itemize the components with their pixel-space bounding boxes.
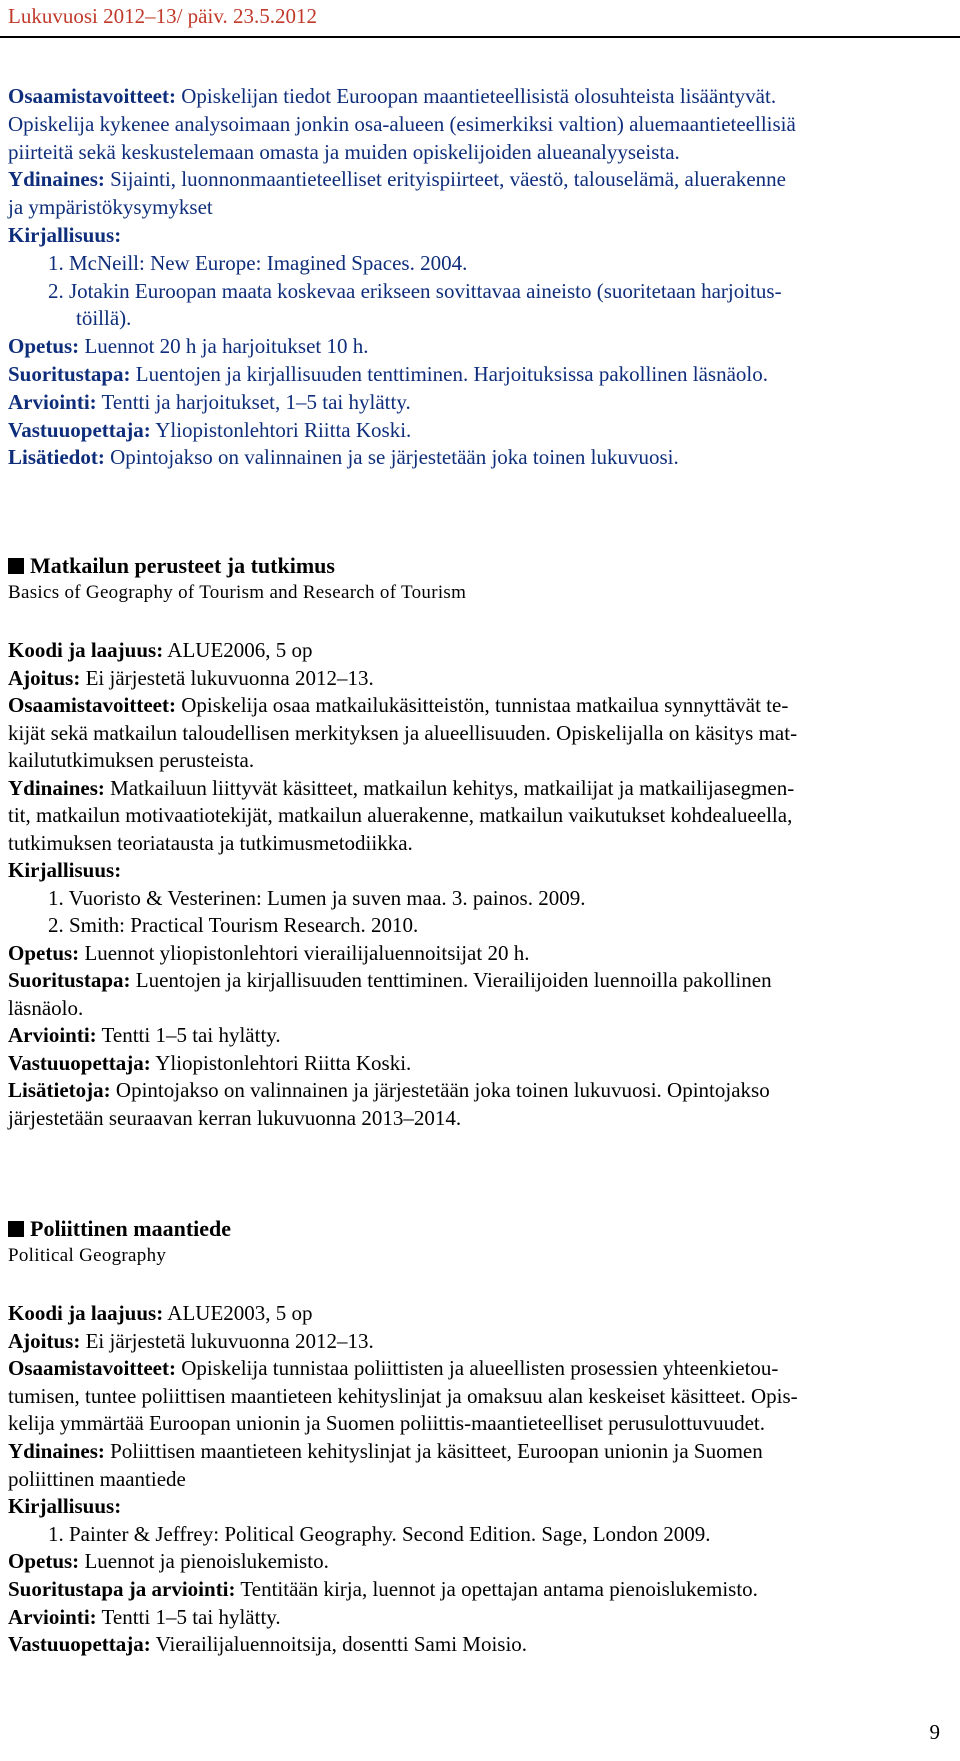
field-label: Arviointi: [8, 1023, 97, 1047]
field-label: Vastuuopettaja: [8, 1632, 151, 1657]
field-label: Vastuuopettaja: [8, 1050, 151, 1075]
field-label: Arviointi: [8, 1604, 97, 1629]
field-value: piirteitä sekä keskustelemaan omasta ja muiden opiskelijoiden alueanalyyseista. [8, 139, 680, 164]
text-line [8, 1437, 948, 1465]
text-line [8, 966, 948, 994]
field-value: Luennot ja pienoislukemisto. [79, 1549, 329, 1574]
field-value: Tentti ja harjoitukset, 1–5 tai hylätty. [96, 389, 411, 414]
text-line [8, 746, 948, 774]
field-value: Luentojen ja kirjallisuuden tenttiminen. Vierailijoiden luennoilla pakollinen [130, 968, 772, 992]
text-line [76, 304, 960, 332]
field-value: Yliopistonlehtori Riitta Koski. [150, 417, 412, 442]
text-line [8, 443, 948, 471]
text-line [48, 277, 960, 305]
field-value: Vierailijaluennoitsija, dosentti Sami Moisio. [150, 1632, 528, 1657]
field-value: 2. Jotakin Euroopan maata koskevaa erikseen sovittavaa aineisto (suoritetaan harjoitus- [48, 278, 782, 303]
text-line [8, 856, 948, 884]
text-line [8, 388, 948, 416]
text-line [8, 221, 948, 249]
field-value: kijät sekä matkailun taloudellisen merkityksen ja alueellisuuden. Opiskelijalla on käsitys mat- [8, 720, 798, 745]
text-line [8, 138, 948, 166]
field-value: Opintojakso on valinnainen ja se järjestetään joka toinen lukuvuosi. [104, 445, 679, 470]
field-label: Koodi ja laajuus: [8, 1301, 164, 1325]
field-label: Kirjallisuus: [8, 223, 122, 247]
field-label: Vastuuopettaja: [8, 417, 151, 442]
text-line [48, 911, 960, 939]
field-label: Ajoitus: [8, 1328, 81, 1353]
text-line [8, 1327, 948, 1355]
field-value: ALUE2006, 5 op [163, 638, 313, 662]
field-label: Kirjallisuus: [8, 858, 122, 882]
text-line [8, 1630, 948, 1658]
field-value: Tentti 1–5 tai hylätty. [96, 1023, 281, 1047]
field-value: Poliittisen maantieteen kehityslinjat ja käsitteet, Euroopan unionin ja Suomen [104, 1439, 763, 1463]
field-label: Osaamistavoitteet: [8, 693, 176, 717]
field-label: Opetus: [8, 334, 80, 359]
course-title-tourism [8, 552, 335, 580]
field-value: tutkimuksen teoriatausta ja tutkimusmetodiikka. [8, 830, 413, 855]
header-divider [0, 36, 960, 38]
text-line [48, 249, 960, 277]
field-label: Ajoitus: [8, 665, 81, 690]
field-value: tumisen, tuntee poliittisen maantieteen kehityslinjat ja omaksuu alan keskeiset käsitteet. Opis- [8, 1383, 798, 1408]
course-title-text: Matkailun perusteet ja tutkimus [30, 553, 335, 578]
text-line [8, 416, 948, 444]
field-value: Ei järjestetä lukuvuonna 2012–13. [80, 665, 374, 690]
field-label: Lisätiedot: [8, 445, 105, 470]
text-line [8, 1354, 948, 1382]
text-line [8, 1603, 948, 1631]
field-label: Arviointi: [8, 389, 97, 414]
course-title-text: Poliittinen maantiede [30, 1216, 232, 1241]
field-label: Ydinaines: [8, 167, 105, 192]
field-value: 2. Smith: Practical Tourism Research. 2010. [48, 913, 419, 937]
field-value: Tentti 1–5 tai hylätty. [96, 1604, 281, 1629]
text-line [8, 774, 948, 802]
course-title-political [8, 1215, 231, 1243]
text-line [8, 360, 948, 388]
field-label: Osaamistavoitteet: [8, 1356, 176, 1381]
text-line [8, 332, 948, 360]
field-value: Ei järjestetä lukuvuonna 2012–13. [80, 1328, 374, 1353]
field-value: 1. McNeill: New Europe: Imagined Spaces. 2004. [48, 250, 468, 275]
field-label: Suoritustapa ja arviointi: [8, 1577, 236, 1601]
field-value: järjestetään seuraavan kerran lukuvuonna 2013–2014. [8, 1105, 462, 1130]
field-value: Luentojen ja kirjallisuuden tenttiminen. Harjoituksissa pakollinen läsnäolo. [130, 362, 768, 386]
page-number: 9 [929, 1720, 940, 1744]
text-line [8, 82, 948, 110]
text-line [8, 1492, 948, 1520]
text-line [8, 1575, 948, 1603]
field-label: Suoritustapa: [8, 968, 131, 992]
document-header: Lukuvuosi 2012–13/ päiv. 23.5.2012 [8, 4, 317, 28]
text-line [8, 719, 948, 747]
field-value: Luennot yliopistonlehtori vierailijaluennoitsijat 20 h. [79, 940, 530, 965]
field-value: Opiskelijan tiedot Euroopan maantieteellisistä olosuhteista lisääntyvät. [175, 84, 777, 108]
field-value: läsnäolo. [8, 995, 84, 1020]
field-label: Opetus: [8, 1549, 80, 1574]
field-value: töillä). [76, 306, 132, 331]
field-value: Matkailuun liittyvät käsitteet, matkailun kehitys, matkailijat ja matkailijasegmen- [104, 775, 795, 800]
text-line [8, 691, 948, 719]
text-line [8, 801, 948, 829]
text-line [8, 1076, 948, 1104]
text-line [8, 193, 948, 221]
field-value: poliittinen maantiede [8, 1466, 186, 1491]
field-value: ja ympäristökysymykset [8, 195, 213, 220]
text-line [8, 994, 948, 1022]
text-line [8, 1465, 948, 1493]
text-line [8, 1049, 948, 1077]
field-value: tit, matkailun motivaatiotekijät, matkailun aluerakenne, matkailun vaikutukset kohdealueella, [8, 803, 793, 827]
field-label: Opetus: [8, 940, 80, 965]
field-label: Ydinaines: [8, 775, 105, 800]
field-value: Luennot 20 h ja harjoitukset 10 h. [79, 334, 369, 359]
field-value: Opiskelija osaa matkailukäsitteistön, tunnistaa matkailua synnyttävät te- [175, 693, 789, 717]
text-line [8, 1547, 948, 1575]
field-value: Opintojakso on valinnainen ja järjestetään joka toinen lukuvuosi. Opintojakso [110, 1078, 770, 1102]
field-label: Koodi ja laajuus: [8, 638, 164, 662]
field-value: kailututkimuksen perusteista. [8, 748, 255, 772]
field-value: Sijainti, luonnonmaantieteelliset erityispiirteet, väestö, talouselämä, aluerakenne [104, 167, 786, 192]
field-value: Yliopistonlehtori Riitta Koski. [150, 1050, 412, 1075]
text-line [48, 884, 960, 912]
field-value: 1. Vuoristo & Vesterinen: Lumen ja suven maa. 3. painos. 2009. [48, 885, 586, 910]
field-label: Kirjallisuus: [8, 1494, 122, 1519]
text-line [8, 1299, 948, 1327]
text-line [8, 165, 948, 193]
field-value: Tentitään kirja, luennot ja opettajan antama pienoislukemisto. [235, 1577, 758, 1601]
text-line [8, 939, 948, 967]
text-line [8, 1021, 948, 1049]
field-label: Suoritustapa: [8, 362, 131, 386]
field-label: Ydinaines: [8, 1439, 105, 1463]
text-line [8, 110, 948, 138]
field-value: kelija ymmärtää Euroopan unionin ja Suomen poliittis-maantieteelliset perusulottuvuudet. [8, 1411, 765, 1436]
text-line [8, 1409, 948, 1437]
field-label: Lisätietoja: [8, 1078, 111, 1102]
text-line [8, 1104, 948, 1132]
field-value: 1. Painter & Jeffrey: Political Geography. Second Edition. Sage, London 2009. [48, 1521, 711, 1546]
bullet-square-icon [8, 1221, 24, 1237]
text-line [8, 636, 948, 664]
course-subtitle-political: Political Geography [8, 1245, 167, 1266]
course-subtitle-tourism: Basics of Geography of Tourism and Research of Tourism [8, 582, 467, 603]
field-label: Osaamistavoitteet: [8, 84, 176, 108]
field-value: Opiskelija tunnistaa poliittisten ja alueellisten prosessien yhteenkietou- [175, 1356, 779, 1381]
text-line [8, 829, 948, 857]
field-value: ALUE2003, 5 op [163, 1301, 313, 1325]
field-value: Opiskelija kykenee analysoimaan jonkin osa-alueen (esimerkiksi valtion) aluemaantieteellisiä [8, 111, 796, 136]
bullet-square-icon [8, 558, 24, 574]
text-line [8, 664, 948, 692]
text-line [48, 1520, 960, 1548]
text-line [8, 1382, 948, 1410]
